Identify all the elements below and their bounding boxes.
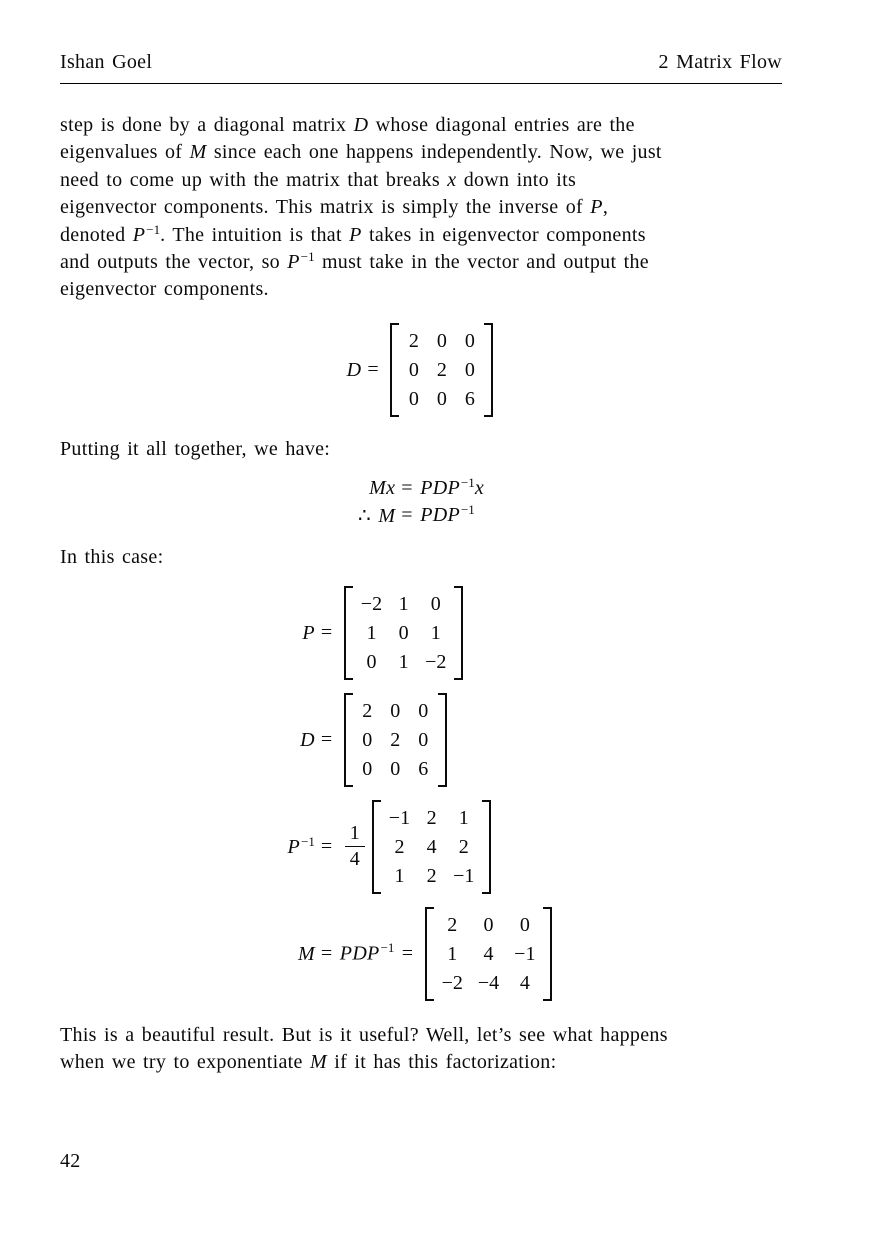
matrix-cell: −2 (441, 971, 463, 994)
math-variable: P (287, 251, 300, 274)
header-section-title: 2 Matrix Flow (658, 51, 782, 73)
superscript: −1 (301, 834, 315, 850)
matrix (344, 586, 464, 680)
equation-lhs (288, 943, 321, 966)
fraction (345, 821, 365, 872)
page-content (60, 50, 782, 1076)
matrix-grid (353, 693, 438, 787)
matrix-cell: 1 (398, 592, 409, 615)
putting-together-text: Putting it all together, we have: (60, 437, 331, 460)
matrix-grid (353, 586, 455, 680)
body-paragraph-1 (60, 112, 782, 304)
matrix-cell: 0 (430, 592, 441, 615)
matrix-cell: 1 (447, 942, 458, 965)
math-variable: P (287, 836, 301, 859)
matrix-bracket-left (344, 586, 353, 680)
superscript: −1 (300, 249, 315, 265)
matrix-cell: 4 (426, 835, 437, 858)
math-variable: x (447, 168, 457, 191)
matrix-cell: 0 (408, 387, 419, 410)
matrix-cell: 0 (362, 728, 373, 751)
matrix-cell: 0 (464, 358, 475, 381)
text-line: and outputs the vector, so $P^{-1}$ must take in the vector and output the (60, 249, 649, 274)
equation-rhs: = $\frac{1}{4}$ −1 2 1 2 4 2 1 2 −1 (321, 798, 555, 898)
superscript: −1 (460, 502, 475, 518)
math-variable: P (302, 622, 315, 645)
matrix-cell: −2 (425, 650, 447, 673)
matrix-cell: 2 (394, 835, 405, 858)
text-line: eigenvector components. (60, 278, 269, 301)
math-variable: PDP (420, 504, 460, 527)
matrix (372, 800, 492, 894)
matrix-cell: 1 (398, 650, 409, 673)
math-variable: P (132, 223, 146, 246)
matrix-bracket-right (454, 586, 463, 680)
math-variable: D (346, 359, 362, 382)
math-variable: M (310, 1051, 327, 1074)
matrix-bracket-left (372, 800, 381, 894)
text-line: need to come up with the matrix that breaks x down into its (60, 168, 577, 191)
header-author: Ishan Goel (60, 51, 153, 73)
body-paragraph-2 (60, 1022, 782, 1077)
equation-rhs: = −2 1 0 1 0 1 0 1 −2 (321, 584, 555, 684)
matrix-cell: 2 (436, 358, 447, 381)
superscript: −1 (460, 475, 475, 491)
equation-lhs: ∴ M (358, 505, 396, 528)
matrix-cell: 0 (519, 913, 530, 936)
equation-lhs (288, 836, 321, 859)
matrix-cell: −4 (477, 971, 500, 994)
matrix-cell: 2 (426, 806, 437, 829)
matrix (344, 693, 447, 787)
matrix (425, 907, 553, 1001)
matrix-cell: 0 (398, 621, 409, 644)
text-line: eigenvector components. This matrix is simply the inverse of P, (60, 196, 609, 219)
matrix-bracket-right (438, 693, 447, 787)
superscript: −1 (380, 940, 395, 956)
matrix-cell: −1 (453, 864, 475, 887)
matrix-cell: 0 (436, 329, 447, 352)
math-variable: D (300, 729, 315, 752)
math-variable: PDP (420, 477, 460, 500)
equation-lhs (288, 622, 321, 645)
matrix-cell: 1 (366, 621, 377, 644)
text-line: when we try to exponentiate M if it has this factorization: (60, 1051, 557, 1074)
math-variable: Mx (369, 477, 396, 500)
equation-lhs (288, 729, 321, 752)
matrix-cell: −1 (514, 942, 536, 965)
page-header (60, 50, 782, 84)
matrix-bracket-right (482, 800, 491, 894)
matrix-cell: 4 (519, 971, 530, 994)
matrix-cell: 0 (390, 699, 401, 722)
matrix-bracket-right (484, 323, 493, 417)
matrix-grid (381, 800, 483, 894)
matrix-cell: 0 (418, 728, 429, 751)
matrix-cell: 2 (362, 699, 373, 722)
matrix-cell: 2 (390, 728, 401, 751)
math-variable: P (590, 196, 603, 219)
equation-align-mx (60, 477, 782, 528)
matrix-bracket-left (344, 693, 353, 787)
matrix-cell: 0 (483, 913, 494, 936)
matrix-cell: 1 (458, 806, 469, 829)
matrix-cell: 0 (418, 699, 429, 722)
equation-align-case (60, 584, 782, 1005)
math-variable: x (474, 477, 484, 500)
matrix-cell: −1 (388, 806, 411, 829)
matrix-cell: 2 (408, 329, 419, 352)
fraction-denominator: 4 (345, 846, 365, 872)
matrix-cell: 0 (390, 757, 401, 780)
equation-rhs: = $PDP^{-1}$ (401, 502, 475, 527)
equation-lhs (347, 359, 368, 382)
text-line: This is a beautiful result. But is it useful? Well, let’s see what happens (60, 1023, 668, 1046)
equation-rhs: = 2 0 0 0 2 0 0 0 6 (321, 691, 555, 791)
equation-rhs: = 2 0 0 0 2 0 0 0 6 (367, 321, 495, 421)
matrix-grid (399, 323, 484, 417)
matrix-bracket-left (425, 907, 434, 1001)
matrix-cell: 1 (394, 864, 405, 887)
matrix-cell: 4 (483, 942, 494, 965)
matrix-cell: 2 (426, 864, 437, 887)
matrix-bracket-right (543, 907, 552, 1001)
matrix-grid (434, 907, 544, 1001)
matrix (390, 323, 493, 417)
superscript: −1 (146, 221, 161, 237)
matrix-cell: 2 (458, 835, 469, 858)
fraction-numerator: 1 (349, 822, 360, 845)
matrix-bracket-left (390, 323, 399, 417)
math-variable: PDP (339, 942, 380, 965)
equation-rhs: = $PDP^{-1}$ = 2 0 0 1 4 −1 −2 −4 4 (321, 905, 555, 1005)
matrix-cell: 6 (418, 757, 429, 780)
matrix-cell: 1 (430, 621, 441, 644)
text-line: step is done by a diagonal matrix D whose diagonal entries are the (60, 114, 635, 136)
math-variable: M (297, 943, 315, 966)
math-variable: M (378, 505, 396, 528)
matrix-cell: 0 (464, 329, 475, 352)
equation-lhs (358, 477, 401, 500)
equation-align-grid (288, 584, 555, 1005)
page-number: 42 (60, 1150, 81, 1172)
equation-align-grid (347, 321, 496, 421)
matrix-cell: 6 (464, 387, 475, 410)
matrix-cell: 2 (447, 913, 458, 936)
text-line: eigenvalues of M since each one happens independently. Now, we just (60, 141, 662, 164)
in-this-case-text: In this case: (60, 546, 164, 569)
math-variable: D (353, 114, 369, 136)
text-line: denoted $P^{-1}$. The intuition is that P takes in eigenvector components (60, 221, 646, 246)
matrix-cell: 0 (436, 387, 447, 410)
math-variable: M (189, 141, 207, 164)
matrix-cell: 0 (366, 650, 377, 673)
matrix-cell: 0 (362, 757, 373, 780)
matrix-cell: 0 (408, 358, 419, 381)
equation-align-grid (358, 477, 484, 528)
equation-display-d (60, 321, 782, 421)
matrix-cell: −2 (360, 592, 383, 615)
math-variable: P (349, 223, 362, 246)
equation-rhs: = $PDP^{-1}x$ (401, 475, 484, 500)
